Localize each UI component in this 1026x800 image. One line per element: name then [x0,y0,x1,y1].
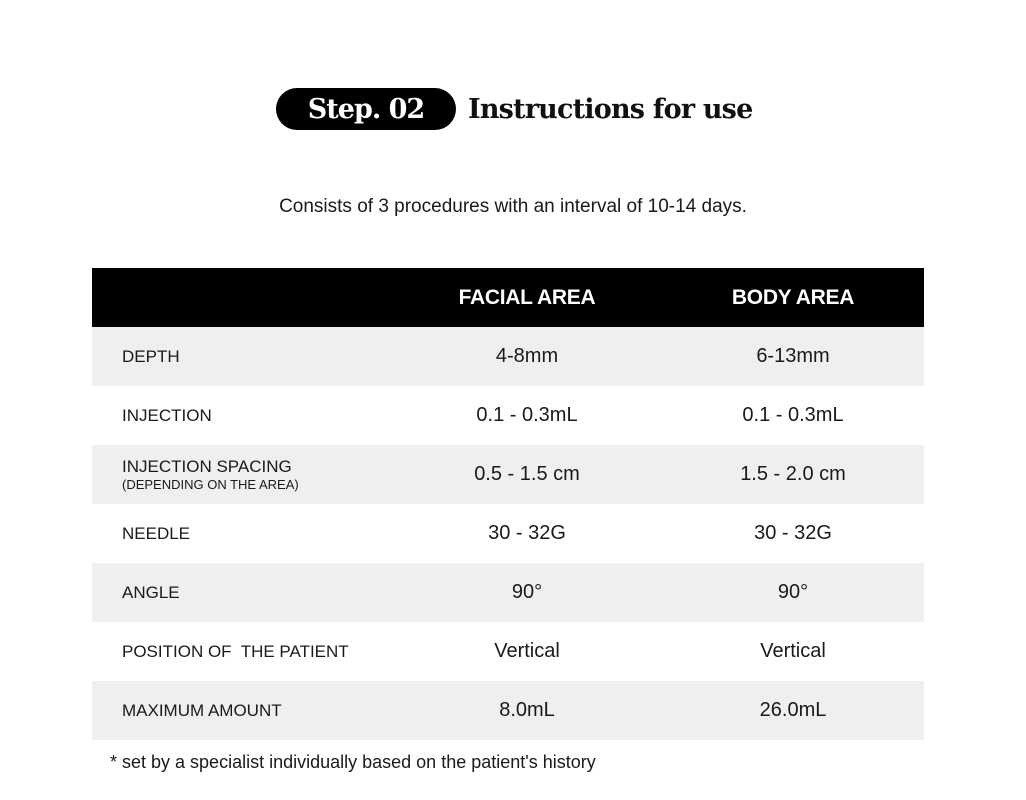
row-label [92,583,392,603]
step-badge: Step. 02 [276,88,456,130]
row-sublabel-text: (DEPENDING ON THE AREA) [122,476,299,492]
row-label-text: ANGLE [122,582,180,602]
row-label-text: POSITION OF THE PATIENT [122,641,349,661]
row-label [92,406,392,426]
facial-value: Vertical [494,640,560,662]
row-label [92,701,392,721]
body-value: 6-13mm [756,345,830,367]
facial-value: 4-8mm [495,345,559,367]
instructions-table [92,268,924,740]
row-label [92,642,392,662]
table-row [92,386,924,445]
row-label [92,457,392,493]
header-cell-body-area: BODY AREA [731,285,855,309]
table-row [92,622,924,681]
body-value: 90° [777,581,809,603]
table-header-row [92,268,924,327]
facial-value: 0.5 - 1.5 cm [474,463,580,485]
facial-value: 8.0mL [499,699,555,721]
row-label [92,524,392,544]
row-label-text: MAXIMUM AMOUNT [122,700,282,720]
footnote: * set by a specialist individually based on the patient's history [110,752,596,772]
section-header [276,88,752,130]
body-value: 30 - 32G [754,522,832,544]
facial-value: 0.1 - 0.3mL [476,404,578,426]
section-title: Instructions for use [468,93,753,125]
body-value: 0.1 - 0.3mL [742,404,844,426]
facial-value: 90° [511,581,543,603]
body-value: 26.0mL [759,699,827,721]
row-label-text: DEPTH [122,346,180,366]
body-value: 1.5 - 2.0 cm [740,463,846,485]
table-row [92,681,924,740]
row-label-text: INJECTION [122,405,212,425]
row-label-text: INJECTION SPACING [122,456,292,476]
row-label [92,347,392,367]
facial-value: 30 - 32G [488,522,566,544]
table-row [92,563,924,622]
body-value: Vertical [760,640,826,662]
table-row [92,504,924,563]
table-row [92,445,924,504]
row-label-text: NEEDLE [122,523,191,543]
table-row [92,327,924,386]
header-cell-facial-area: FACIAL AREA [458,285,596,309]
procedure-note: Consists of 3 procedures with an interval of 10-14 days. [279,196,747,217]
